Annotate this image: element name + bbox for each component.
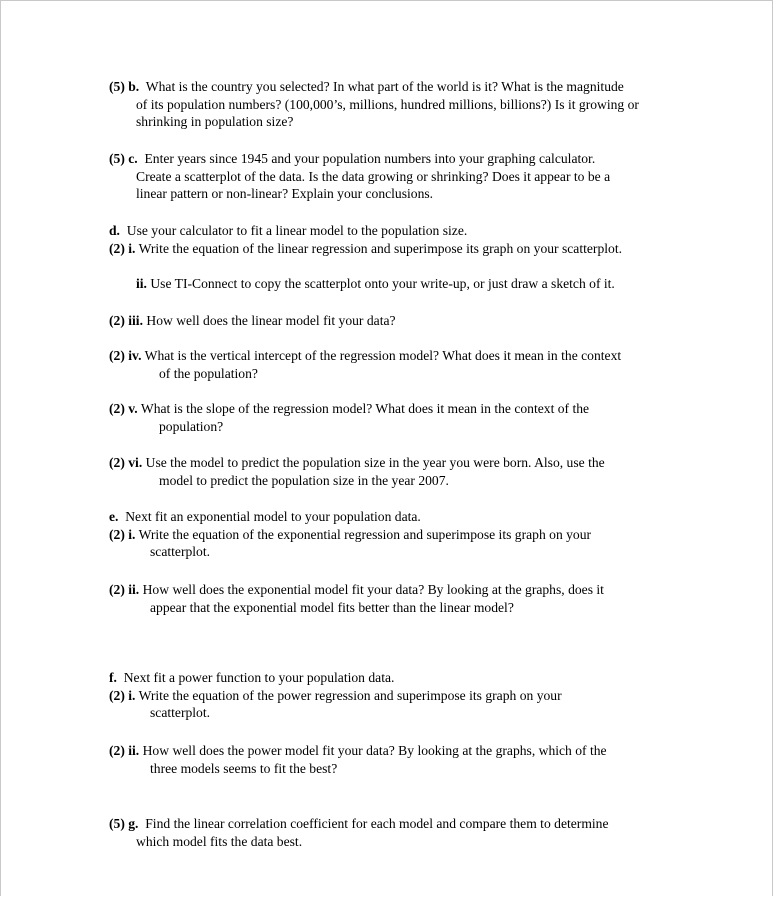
question-d-v-line1: What is the slope of the regression model? What does it mean in the context of the bbox=[140, 401, 590, 416]
question-e-i-line1: Write the equation of the exponential regression and superimpose its graph on your bbox=[138, 526, 592, 542]
question-d-vi-line2: model to predict the population size in the year 2007. bbox=[159, 472, 449, 488]
question-f-ii bbox=[109, 742, 729, 777]
question-d-ii-text: Use TI-Connect to copy the scatterplot onto your write-up, or just draw a sketch of it. bbox=[150, 276, 615, 291]
question-e-ii bbox=[109, 581, 729, 616]
question-d-i-marker: (2) i. bbox=[109, 240, 136, 256]
question-b-marker: (5) b. bbox=[109, 79, 140, 94]
question-e-i-marker: (2) i. bbox=[109, 526, 136, 542]
question-d-iv-marker: (2) iv. bbox=[109, 348, 142, 363]
question-d-iv-line1: What is the vertical intercept of the regression model? What does it mean in the context bbox=[144, 348, 622, 363]
question-d-v-marker: (2) v. bbox=[109, 401, 138, 416]
question-g-marker: (5) g. bbox=[109, 816, 139, 831]
question-d-iii bbox=[109, 312, 729, 330]
question-f-ii-marker: (2) ii. bbox=[109, 743, 140, 758]
question-f-i-marker: (2) i. bbox=[109, 687, 136, 703]
question-d-vi bbox=[109, 454, 729, 489]
question-e-marker: e. bbox=[109, 509, 119, 524]
question-f-intro: Next fit a power function to your population data. bbox=[123, 670, 395, 685]
question-c-line3: linear pattern or non-linear? Explain your conclusions. bbox=[136, 186, 434, 201]
question-g-line1: Find the linear correlation coefficient for each model and compare them to determine bbox=[145, 816, 609, 831]
question-d-vi-line1: Use the model to predict the population size in the year you were born. Also, use the bbox=[145, 455, 605, 470]
question-e-ii-line2: appear that the exponential model fits better than the linear model? bbox=[150, 599, 514, 615]
question-f-marker: f. bbox=[109, 670, 117, 685]
question-b bbox=[109, 78, 729, 131]
question-b-line2: of its population numbers? (100,000’s, millions, hundred millions, billions?) Is it growing or bbox=[136, 96, 639, 112]
question-b-line3: shrinking in population size? bbox=[136, 114, 294, 129]
question-f-i-line1: Write the equation of the power regression and superimpose its graph on your bbox=[138, 687, 562, 703]
question-d-iii-marker: (2) iii. bbox=[109, 313, 143, 328]
question-g bbox=[109, 815, 729, 850]
question-d-ii bbox=[109, 275, 729, 293]
question-e-intro: Next fit an exponential model to your population data. bbox=[125, 509, 421, 524]
question-f bbox=[109, 669, 729, 722]
question-f-ii-line1: How well does the power model fit your data? By looking at the graphs, which of the bbox=[142, 743, 607, 758]
question-d-marker: d. bbox=[109, 223, 120, 238]
question-e-ii-line1: How well does the exponential model fit your data? By looking at the graphs, does it bbox=[142, 582, 604, 597]
question-c-line1: Enter years since 1945 and your population numbers into your graphing calculator. bbox=[144, 151, 596, 166]
question-d-iv-line2: of the population? bbox=[159, 365, 258, 381]
question-c-marker: (5) c. bbox=[109, 151, 138, 166]
question-d bbox=[109, 222, 729, 257]
question-e-i-line2: scatterplot. bbox=[150, 544, 211, 559]
question-f-i-line2: scatterplot. bbox=[150, 705, 211, 720]
question-d-i-text: Write the equation of the linear regression and superimpose its graph on your scatterplot. bbox=[138, 240, 622, 256]
question-d-iv bbox=[109, 347, 729, 382]
question-d-vi-marker: (2) vi. bbox=[109, 455, 143, 470]
question-e-ii-marker: (2) ii. bbox=[109, 582, 140, 597]
question-d-v-line2: population? bbox=[159, 418, 224, 434]
question-e bbox=[109, 508, 729, 561]
question-c bbox=[109, 150, 729, 203]
question-c-line2: Create a scatterplot of the data. Is the data growing or shrinking? Does it appear to be a bbox=[136, 168, 611, 184]
question-f-ii-line2: three models seems to fit the best? bbox=[150, 760, 338, 776]
question-d-iii-text: How well does the linear model fit your data? bbox=[146, 313, 396, 328]
question-g-line2: which model fits the data best. bbox=[136, 833, 303, 849]
question-d-intro: Use your calculator to fit a linear model to the population size. bbox=[126, 223, 468, 238]
question-d-ii-marker: ii. bbox=[136, 276, 147, 291]
question-b-line1: What is the country you selected? In what part of the world is it? What is the magnitude bbox=[145, 79, 624, 94]
question-d-v bbox=[109, 400, 729, 435]
